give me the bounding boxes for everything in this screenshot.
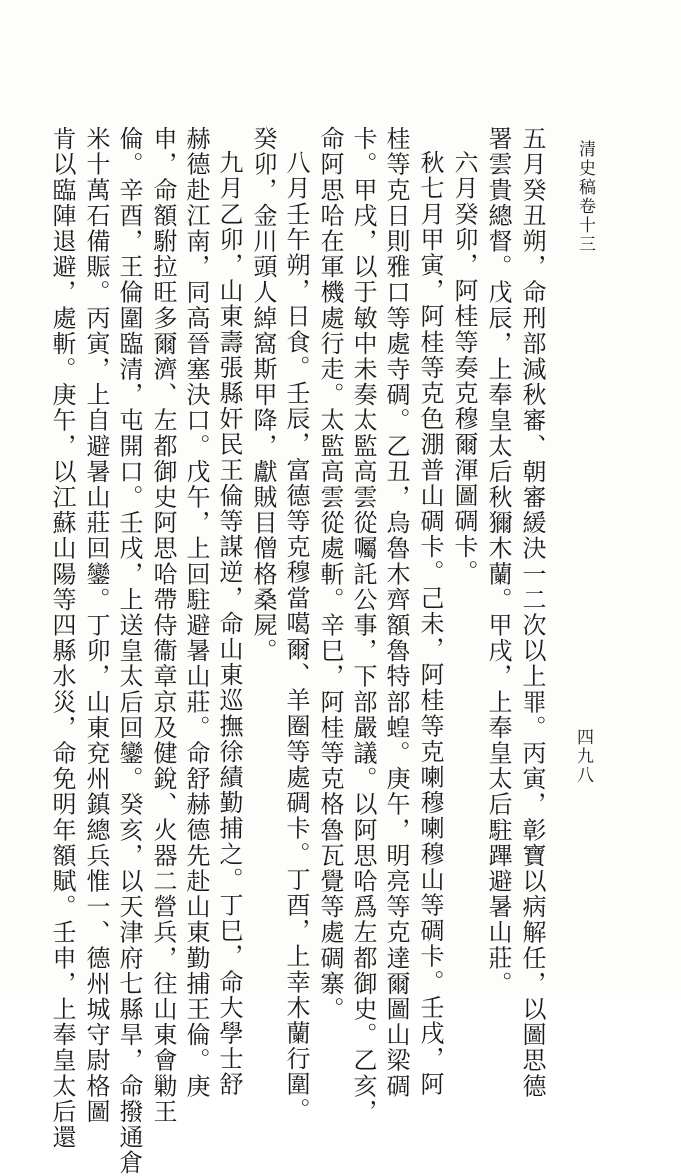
running-header-title: 清史稿卷十三 — [575, 140, 595, 254]
text-column: 癸卯，金川頭人綽窩斯甲降，獻賊目僧格桑屍。 — [249, 126, 277, 664]
text-column: 五月癸丑朔，命刑部減秋審、朝審緩決一二次以上罪。丙寅，彰寶以病解任，以圖思德 — [518, 126, 546, 1099]
text-column: 卡。甲戌，以于敏中未奏太監高雲從囑託公事，下部嚴議。以阿思哈爲左都御史。乙亥， — [349, 126, 377, 1125]
text-column: 米十萬石備賑。丙寅，上自避暑山莊回鑾。丁卯，山東兗州鎮總兵惟一、德州城守尉格圖 — [82, 126, 110, 1125]
text-column: 申，命額駙拉旺多爾濟、左都御史阿思哈帶侍衞章京及健銳、火器二營兵，往山東會勦王 — [149, 126, 177, 1125]
text-column: 命阿思哈在軍機處行走。太監高雲從處斬。辛巳，阿桂等克格魯瓦覺等處碉寨。 — [316, 126, 344, 1022]
text-column: 六月癸卯，阿桂等奏克穆爾渾圖碉卡。 — [450, 150, 478, 586]
text-column: 秋七月甲寅，阿桂等克色淜普山碉卡。己未，阿桂等克喇穆喇穆山等碉卡。壬戌，阿 — [416, 150, 444, 1098]
text-column: 九月乙卯，山東壽張縣奸民王倫等謀逆，命山東巡撫徐績勤捕之。丁巳，命大學士舒 — [215, 150, 243, 1098]
text-column: 倫。辛酉，王倫圍臨清，屯開口。壬戌，上送皇太后回鑾。癸亥，以天津府七縣旱，命撥通倉 — [115, 126, 143, 1176]
text-column: 桂等克日則雅口等處寺碉。乙丑，烏魯木齊額魯特部蝗。庚午，明亮等克達爾圖山梁碉 — [382, 126, 410, 1099]
page-number: 四九八 — [573, 728, 593, 785]
text-column: 署雲貴總督。戊辰，上奉皇太后秋獮木蘭。甲戌，上奉皇太后駐蹕避暑山莊。 — [484, 126, 512, 997]
text-column: 八月壬午朔，日食。壬辰，富德等克穆當噶爾、羊圈等處碉卡。丁酉，上幸木蘭行圍。 — [282, 150, 310, 1123]
text-column: 赫德赴江南，同高晉塞決口。戊午，上回駐避暑山莊。命舒赫德先赴山東勤捕王倫。庚 — [182, 126, 210, 1099]
text-column: 肯以臨陣退避，處斬。庚午，以江蘇山陽等四縣水災，命免明年額賦。壬申，上奉皇太后還 — [48, 126, 76, 1150]
